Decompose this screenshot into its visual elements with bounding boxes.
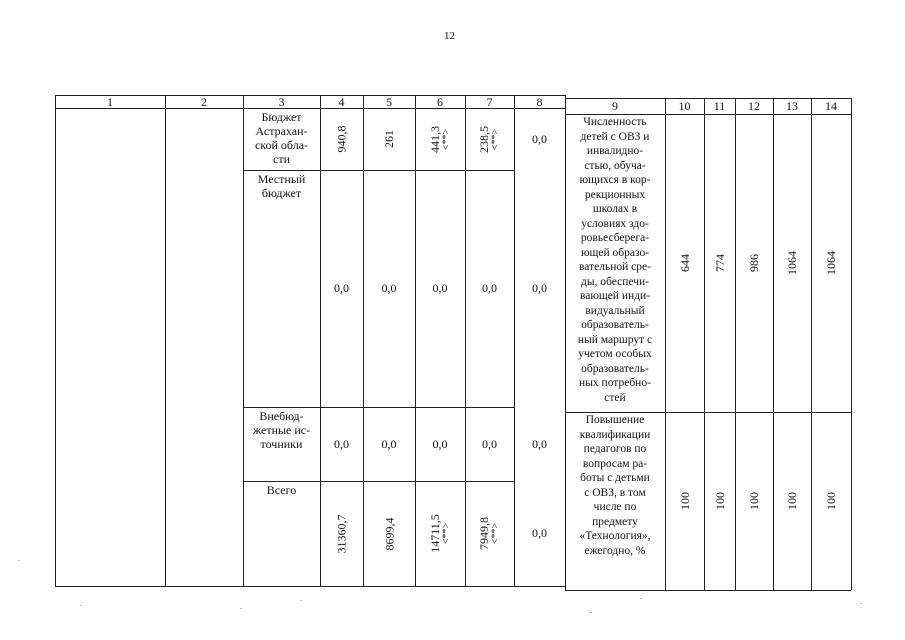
indicator-description	[565, 114, 665, 412]
value-year-6	[415, 170, 465, 407]
budget-value	[478, 517, 501, 550]
table-border-bottom	[55, 586, 565, 587]
value-year-4	[320, 108, 363, 170]
funding-source-label	[255, 110, 308, 166]
indicator-line: ющихся в кор-	[579, 174, 651, 186]
budget-value	[429, 514, 452, 553]
budget-value-number: 441,3	[427, 125, 442, 153]
budget-value: 0,0	[432, 436, 448, 451]
value-year-4	[320, 407, 363, 481]
budget-value: 0,0	[381, 281, 397, 295]
page-number: 12	[444, 30, 455, 42]
header-col-1	[55, 95, 165, 108]
header-col-8	[514, 95, 565, 108]
indicator-line: предмету	[592, 515, 638, 528]
header-number: 7	[486, 94, 493, 109]
funding-source-line: Бюджет	[261, 110, 302, 124]
budget-value: 0,0	[432, 281, 448, 295]
value-year-6	[415, 407, 465, 481]
header-col-5	[363, 95, 415, 108]
funding-source-line: Местный	[257, 172, 306, 186]
indicator-line: стью, обуча-	[584, 159, 646, 172]
header-number: 5	[386, 94, 392, 109]
indicator-line: вопросам ра-	[582, 457, 648, 470]
header-number: 3	[278, 94, 285, 109]
header-number: 9	[612, 99, 618, 113]
scan-speck	[80, 605, 82, 606]
header-col-9	[565, 98, 665, 114]
indicator-line: инвалидно-	[586, 145, 644, 157]
budget-value-number: 261	[382, 130, 396, 148]
indicator-line: условиях здо-	[581, 217, 649, 230]
header-col-7	[465, 95, 514, 108]
header-col-14	[811, 98, 851, 114]
funding-source-label	[267, 483, 296, 497]
budget-value: 0,0	[532, 131, 547, 146]
budget-value: 0,0	[532, 436, 547, 451]
indicator-line: квалификации	[579, 428, 651, 441]
value-year-6	[415, 481, 465, 586]
header-col-13	[773, 98, 811, 114]
budget-value-number: 7949,8	[477, 517, 491, 550]
budget-value: 0,0	[482, 436, 497, 451]
header-col-3	[243, 95, 320, 108]
indicator-value: 986	[747, 254, 761, 272]
funding-source-line: Астрахан-	[255, 124, 308, 138]
column-border-right	[851, 98, 852, 590]
header-number: 14	[825, 99, 837, 113]
header-col-11	[704, 98, 735, 114]
value-year-7	[465, 481, 514, 586]
funding-source-line: Всего	[266, 483, 297, 497]
scan-speck	[860, 603, 862, 604]
value-year-7	[465, 170, 514, 407]
indicator-value: 774	[712, 254, 727, 272]
indicator-value: 100	[785, 492, 799, 510]
budget-value: 0,0	[334, 436, 349, 451]
scan-speck	[590, 612, 592, 613]
value-year-8	[514, 407, 565, 481]
indicator-value-col-11	[704, 114, 735, 412]
indicator-value: 100	[747, 492, 761, 510]
budget-value	[336, 514, 348, 553]
header-number: 10	[678, 99, 691, 113]
value-year-8	[514, 481, 565, 586]
footnote-marker: <**>	[440, 522, 452, 545]
indicator-value-col-11	[704, 412, 735, 590]
scan-speck	[18, 560, 20, 561]
value-year-7	[465, 407, 514, 481]
indicator-value-col-10	[665, 412, 704, 590]
header-number: 12	[748, 99, 760, 113]
budget-value: 0,0	[532, 526, 547, 540]
indicator-line: Повышение	[585, 414, 645, 426]
budget-value	[383, 517, 395, 550]
value-year-5	[363, 170, 415, 407]
header-col-10	[665, 98, 704, 114]
value-year-7	[465, 108, 514, 170]
budget-value	[383, 130, 395, 148]
value-year-4	[320, 170, 363, 407]
header-col-2	[165, 95, 243, 108]
funding-source-line: точники	[260, 437, 303, 451]
indicator-line: стей	[604, 391, 626, 404]
budget-value-number: 14711,5	[427, 514, 442, 553]
indicator-value-col-13	[773, 412, 811, 590]
header-col-12	[735, 98, 773, 114]
header-number: 6	[437, 94, 443, 109]
budget-value: 0,0	[532, 281, 547, 295]
indicator-line: видуальный	[585, 304, 645, 317]
budget-value	[478, 126, 501, 153]
indicator-value-col-12	[735, 114, 773, 412]
indicator-value: 644	[677, 254, 692, 272]
indicator-line: образователь-	[581, 362, 649, 375]
indicator-value: 100	[677, 492, 692, 510]
budget-value: 0,0	[381, 436, 397, 451]
indicator-line: ющей образо-	[580, 246, 650, 259]
indicator-line: с ОВЗ, в том	[584, 486, 646, 499]
indicator-value-col-14	[811, 114, 851, 412]
indicator-line: вающей инди-	[579, 290, 651, 302]
value-year-5	[363, 481, 415, 586]
indicator-line: детей с ОВЗ и	[580, 130, 650, 143]
footnote-marker: <**>	[440, 128, 452, 150]
indicator-value-col-13	[773, 114, 811, 412]
indicator-line: ровьесберега-	[580, 232, 650, 244]
indicator-text	[578, 115, 652, 405]
indicator-line: Численность	[583, 116, 647, 128]
indicator-value: 1064	[785, 251, 799, 275]
indicator-line: числе по	[593, 501, 637, 513]
indicator-line: ды, обеспечи-	[580, 275, 649, 288]
header-number: 11	[713, 99, 726, 113]
indicator-value-col-14	[811, 412, 851, 590]
funding-source-label	[253, 409, 310, 451]
funding-source	[243, 481, 320, 586]
indicator-value-col-12	[735, 412, 773, 590]
funding-source	[243, 108, 320, 170]
funding-source	[243, 170, 320, 407]
footnote-marker: <**>	[490, 128, 501, 150]
budget-value-number: 8699,4	[382, 517, 396, 550]
funding-source	[243, 407, 320, 481]
indicator-line: ных потребно-	[579, 377, 651, 389]
budget-value: 0,0	[334, 281, 349, 295]
indicator-description	[565, 412, 665, 590]
indicator-line: образователь-	[581, 319, 649, 331]
budget-value-number: 31360,7	[334, 514, 349, 553]
funding-source-label	[258, 172, 306, 200]
scan-speck	[640, 598, 642, 599]
indicator-line: ный маршрут с	[577, 333, 653, 346]
funding-source-line: сти	[273, 152, 290, 166]
header-number: 8	[536, 94, 543, 109]
budget-value-number: 940,8	[334, 125, 349, 153]
indicator-line: педагогов по	[583, 443, 647, 455]
indicator-line: рекционных	[584, 188, 646, 201]
indicator-text	[579, 413, 650, 558]
value-year-8	[514, 108, 565, 170]
value-year-4	[320, 481, 363, 586]
indicator-line: «Технология»,	[579, 530, 651, 542]
value-year-5	[363, 407, 415, 481]
scan-speck	[240, 608, 242, 609]
value-year-8	[514, 170, 565, 407]
header-number: 4	[338, 94, 345, 109]
funding-source-line: Внебюд-	[259, 409, 304, 423]
budget-value	[336, 126, 348, 153]
funding-source-line: бюджет	[261, 186, 302, 200]
header-number: 13	[786, 99, 798, 113]
scan-speck	[300, 600, 302, 601]
header-col-4	[320, 95, 363, 108]
column-border	[55, 95, 56, 586]
indicator-line: школах в	[592, 203, 638, 215]
funding-source-line: ской обла-	[254, 138, 309, 152]
column-border	[165, 95, 166, 586]
header-number: 2	[201, 94, 207, 109]
indicator-value: 100	[824, 492, 838, 510]
indicator-value: 1064	[824, 251, 838, 275]
indicator-line: учетом особых	[578, 348, 652, 360]
indicator-value: 100	[712, 492, 727, 510]
budget-value-number: 238,5	[477, 125, 491, 153]
footnote-marker: <**>	[490, 522, 501, 545]
indicator-line: боты с детьми	[580, 472, 650, 484]
header-number: 1	[107, 94, 113, 109]
indicator-value-col-10	[665, 114, 704, 412]
indicator-line: ежегодно, %	[584, 544, 646, 557]
header-col-6	[415, 95, 465, 108]
funding-source-line: жетные ис-	[252, 423, 311, 437]
table-border-bottom-right	[565, 590, 851, 591]
budget-value: 0,0	[482, 281, 497, 295]
value-year-6	[415, 108, 465, 170]
budget-value	[429, 126, 452, 153]
indicator-line: вательной сре-	[579, 261, 651, 273]
value-year-5	[363, 108, 415, 170]
